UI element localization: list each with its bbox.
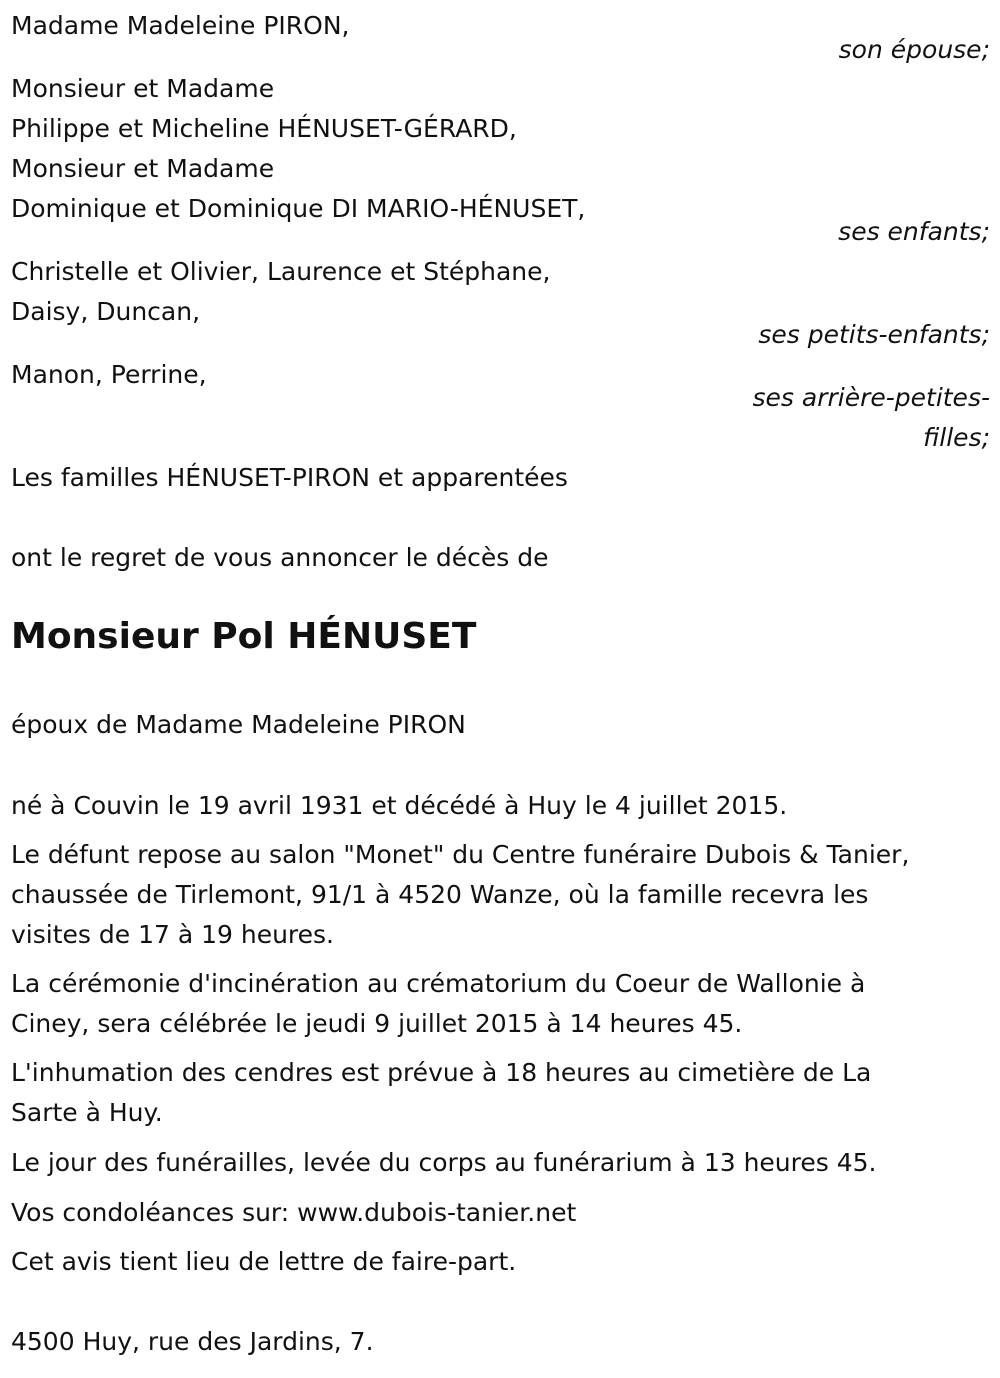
repose-line-1: Le défunt repose au salon "Monet" du Centre funéraire Dubois & Tanier, [11, 840, 910, 869]
ceremony-line-2: Ciney, sera célébrée le jeudi 9 juillet 2015 à 14 heures 45. [11, 1009, 743, 1038]
inhumation-line-2: Sarte à Huy. [11, 1098, 163, 1127]
great-grandchildren-role-line-1: ses arrière-petites- [752, 383, 990, 412]
children-line-2: Philippe et Micheline HÉNUSET-GÉRARD, [11, 114, 517, 143]
ceremony-line-1: La cérémonie d'incinération au crématorium du Coeur de Wallonie à [11, 969, 866, 998]
great-grandchildren-role-line-2: filles; [923, 423, 990, 452]
birth-death-line: né à Couvin le 19 avril 1931 et décédé à Huy le 4 juillet 2015. [11, 791, 788, 820]
spouse-of-line: époux de Madame Madeleine PIRON [11, 710, 466, 739]
children-role: ses enfants; [838, 217, 990, 246]
notice-line: Cet avis tient lieu de lettre de faire-part. [11, 1247, 517, 1276]
children-line-1: Monsieur et Madame [11, 74, 275, 103]
spouse-name: Madame Madeleine PIRON, [11, 11, 350, 40]
great-grandchildren-line: Manon, Perrine, [11, 360, 207, 389]
funeral-day-line: Le jour des funérailles, levée du corps au funérarium à 13 heures 45. [11, 1148, 877, 1177]
spouse-role: son épouse; [838, 35, 990, 64]
repose-line-3: visites de 17 à 19 heures. [11, 920, 334, 949]
condolences-line: Vos condoléances sur: www.dubois-tanier.net [11, 1198, 577, 1227]
announcement-intro: ont le regret de vous annoncer le décès de [11, 543, 549, 572]
grandchildren-role: ses petits-enfants; [758, 320, 990, 349]
grandchildren-line-1: Christelle et Olivier, Laurence et Stéphane, [11, 257, 551, 286]
children-line-3: Monsieur et Madame [11, 154, 275, 183]
inhumation-line-1: L'inhumation des cendres est prévue à 18 heures au cimetière de La [11, 1058, 872, 1087]
grandchildren-line-2: Daisy, Duncan, [11, 297, 201, 326]
address-line: 4500 Huy, rue des Jardins, 7. [11, 1327, 374, 1356]
repose-line-2: chaussée de Tirlemont, 91/1 à 4520 Wanze, où la famille recevra les [11, 880, 869, 909]
deceased-name: Monsieur Pol HÉNUSET [11, 616, 477, 657]
children-line-4: Dominique et Dominique DI MARIO-HÉNUSET, [11, 194, 586, 223]
families-line: Les familles HÉNUSET-PIRON et apparentées [11, 463, 568, 492]
